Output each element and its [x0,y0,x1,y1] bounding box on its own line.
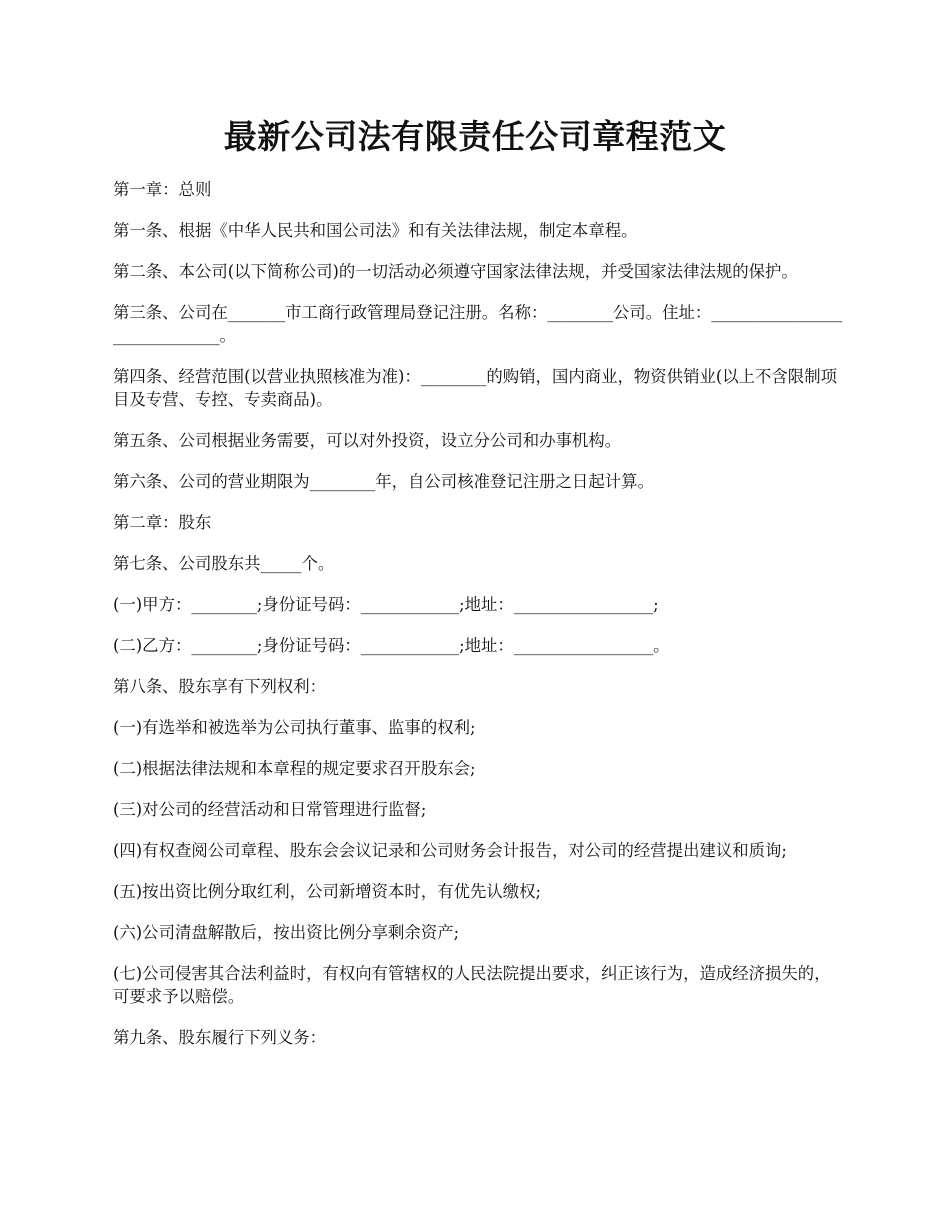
list-item: (五)按出资比例分取红利，公司新增资本时，有优先认缴权; [113,882,542,901]
document-title: 最新公司法有限责任公司章程范文 [223,117,727,156]
list-item: (四)有权查阅公司章程、股东会会议记录和公司财务会计报告，对公司的经营提出建议和质询; [113,841,787,860]
list-item: (一)有选举和被选举为公司执行董事、监事的权利; [113,718,476,737]
list-item: (三)对公司的经营活动和日常管理进行监督; [113,800,427,819]
chapter-heading: 第二章：股东 [113,513,212,532]
list-item: (六)公司清盘解散后，按出资比例分享剩余资产; [113,923,460,942]
article-paragraph: 第八条、股东享有下列权利： [113,677,327,696]
article-paragraph: 第二条、本公司(以下简称公司)的一切活动必须遵守国家法律法规，并受国家法律法规的保护。 [113,262,798,281]
article-paragraph: 第三条、公司在_______市工商行政管理局登记注册。名称：________公司。住址：_____________________________。 [113,303,843,345]
chapter-heading: 第一章：总则 [113,180,212,199]
article-paragraph: 第七条、公司股东共_____个。 [113,554,335,573]
list-item: (一)甲方：________;身份证号码：____________;地址：_________________; [113,595,659,614]
article-paragraph: 第四条、经营范围(以营业执照核准为准)：________的购销，国内商业，物资供销业(以上不含限制项目及专营、专控、专卖商品)。 [113,367,837,409]
article-paragraph: 第一条、根据《中华人民共和国公司法》和有关法律法规，制定本章程。 [113,221,638,240]
list-item: (二)乙方：________;身份证号码：____________;地址：_________________。 [113,636,670,655]
list-item: (七)公司侵害其合法利益时，有权向有管辖权的人民法院提出要求，纠正该行为，造成经济损失的，可要求予以赔偿。 [113,964,831,1006]
article-paragraph: 第九条、股东履行下列义务： [113,1028,327,1047]
document-body [113,178,843,1067]
list-item: (二)根据法律法规和本章程的规定要求召开股东会; [113,759,476,778]
article-paragraph: 第五条、公司根据业务需要，可以对外投资，设立分公司和办事机构。 [113,431,622,450]
article-paragraph: 第六条、公司的营业期限为________年，自公司核准登记注册之日起计算。 [113,472,654,491]
